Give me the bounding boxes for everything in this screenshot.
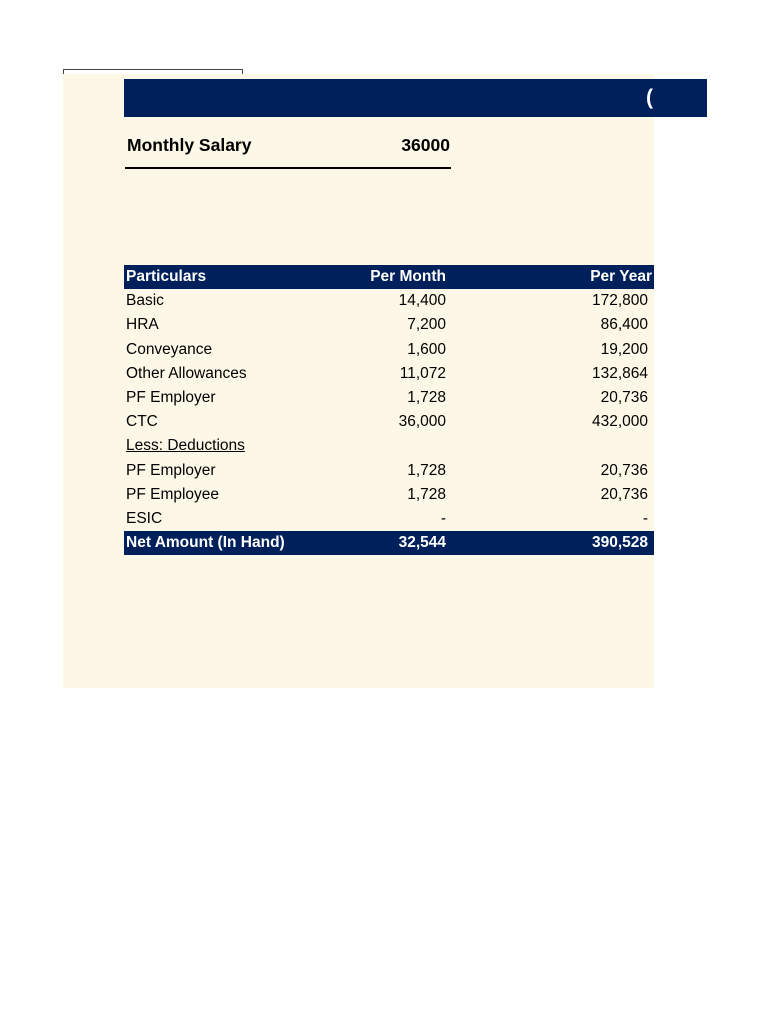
- salary-breakup-table: [124, 265, 654, 555]
- row-per-month: 36,000: [398, 413, 446, 431]
- row-per-year: 132,864: [591, 364, 648, 382]
- row-particular: PF Employee: [126, 485, 220, 503]
- row-per-month: 1,728: [407, 485, 446, 503]
- table-row[interactable]: [124, 362, 654, 386]
- row-per-year: 432,000: [591, 413, 648, 431]
- row-particular: ESIC: [126, 509, 163, 527]
- row-particular: HRA: [126, 316, 159, 334]
- table-row[interactable]: [124, 434, 654, 458]
- net-amount-label: Net Amount (In Hand): [126, 534, 285, 552]
- table-row[interactable]: [124, 386, 654, 410]
- row-per-month: 1,600: [407, 340, 446, 358]
- row-per-year: 172,800: [591, 292, 648, 310]
- row-per-month: 1,728: [407, 461, 446, 479]
- row-particular: Basic: [126, 292, 164, 310]
- title-band: [124, 79, 707, 117]
- table-header-row: [124, 265, 654, 289]
- row-per-year: 20,736: [600, 461, 648, 479]
- table-row[interactable]: [124, 507, 654, 531]
- row-per-month: -: [440, 509, 446, 527]
- net-amount-row[interactable]: [124, 531, 654, 555]
- sheet-title: (: [646, 86, 653, 109]
- table-row[interactable]: [124, 289, 654, 313]
- row-particular: Conveyance: [126, 340, 213, 358]
- monthly-salary-value[interactable]: 36000: [401, 135, 450, 155]
- net-amount-per-year: 390,528: [591, 534, 648, 552]
- row-particular: PF Employer: [126, 388, 216, 406]
- table-row[interactable]: [124, 338, 654, 362]
- row-per-year: 20,736: [600, 388, 648, 406]
- monthly-salary-label: Monthly Salary: [127, 135, 252, 155]
- row-particular: PF Employer: [126, 461, 216, 479]
- row-per-year: 19,200: [600, 340, 648, 358]
- row-per-month: 14,400: [398, 292, 446, 310]
- row-per-year: 86,400: [600, 316, 648, 334]
- row-particular: CTC: [126, 413, 158, 431]
- row-per-month: 11,072: [399, 364, 446, 382]
- table-row[interactable]: [124, 410, 654, 434]
- table-row[interactable]: [124, 483, 654, 507]
- row-per-month: 1,728: [407, 388, 446, 406]
- column-header-per-month: Per Month: [370, 268, 446, 285]
- deductions-section-label: Less: Deductions: [126, 437, 245, 455]
- net-amount-per-month: 32,544: [398, 534, 446, 552]
- table-row[interactable]: [124, 459, 654, 483]
- column-header-particulars: Particulars: [126, 268, 207, 285]
- row-per-year: 20,736: [600, 485, 648, 503]
- monthly-salary-block: [125, 133, 451, 169]
- row-per-year: -: [642, 509, 648, 527]
- table-row[interactable]: [124, 313, 654, 337]
- column-header-per-year: Per Year: [590, 268, 652, 285]
- row-per-month: 7,200: [407, 316, 446, 334]
- row-particular: Other Allowances: [126, 364, 247, 382]
